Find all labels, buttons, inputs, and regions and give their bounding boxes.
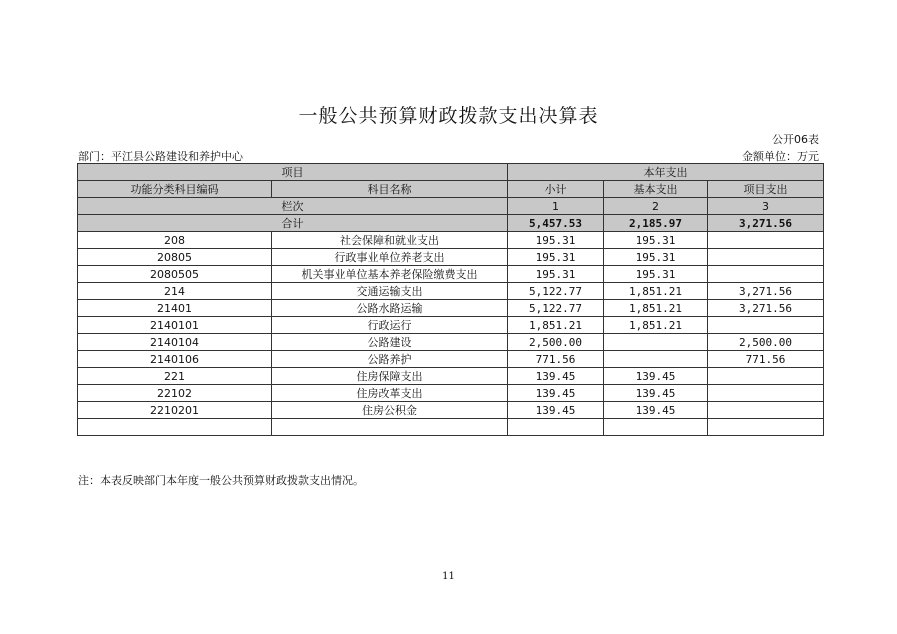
row-code: 2140106 <box>78 351 272 368</box>
table-row <box>78 385 824 402</box>
row-basic: 195.31 <box>604 266 708 283</box>
row-code: 214 <box>78 283 272 300</box>
header-row-sub <box>78 181 824 198</box>
column-index-3: 3 <box>708 198 824 215</box>
table-row <box>78 419 824 436</box>
row-name: 社会保障和就业支出 <box>272 232 508 249</box>
table-row <box>78 249 824 266</box>
row-code: 2080505 <box>78 266 272 283</box>
header-basic: 基本支出 <box>604 181 708 198</box>
row-subtotal: 5,122.77 <box>508 300 604 317</box>
header-subtotal: 小计 <box>508 181 604 198</box>
total-label: 合计 <box>78 215 508 232</box>
page-title: 一般公共预算财政拨款支出决算表 <box>298 105 599 127</box>
row-subtotal: 5,122.77 <box>508 283 604 300</box>
row-basic <box>604 334 708 351</box>
header-row-top <box>78 164 824 181</box>
row-code: 2140101 <box>78 317 272 334</box>
row-project <box>708 368 824 385</box>
row-basic: 139.45 <box>604 385 708 402</box>
row-subtotal: 195.31 <box>508 266 604 283</box>
table-row <box>78 317 824 334</box>
row-code: 20805 <box>78 249 272 266</box>
row-subtotal: 139.45 <box>508 402 604 419</box>
table-row <box>78 232 824 249</box>
total-row <box>78 215 824 232</box>
row-subtotal: 1,851.21 <box>508 317 604 334</box>
row-project <box>708 402 824 419</box>
row-code: 221 <box>78 368 272 385</box>
row-project <box>708 419 824 436</box>
row-project <box>708 385 824 402</box>
page-number: 11 <box>442 571 455 582</box>
table-row <box>78 300 824 317</box>
header-code: 功能分类科目编码 <box>78 181 272 198</box>
row-basic: 1,851.21 <box>604 317 708 334</box>
row-name: 行政事业单位养老支出 <box>272 249 508 266</box>
form-number: 公开06表 <box>772 133 819 146</box>
total-subtotal: 5,457.53 <box>508 215 604 232</box>
table-note: 注：本表反映部门本年度一般公共预算财政拨款支出情况。 <box>78 474 364 487</box>
row-basic: 195.31 <box>604 232 708 249</box>
column-index-2: 2 <box>604 198 708 215</box>
row-code: 2140104 <box>78 334 272 351</box>
row-name: 交通运输支出 <box>272 283 508 300</box>
row-name: 住房公积金 <box>272 402 508 419</box>
table-row <box>78 334 824 351</box>
row-name: 行政运行 <box>272 317 508 334</box>
table-row <box>78 368 824 385</box>
row-name: 住房改革支出 <box>272 385 508 402</box>
row-basic <box>604 351 708 368</box>
column-index-1: 1 <box>508 198 604 215</box>
row-code: 208 <box>78 232 272 249</box>
row-project <box>708 249 824 266</box>
total-project: 3,271.56 <box>708 215 824 232</box>
row-name: 公路养护 <box>272 351 508 368</box>
row-project <box>708 317 824 334</box>
table-row <box>78 351 824 368</box>
row-project: 3,271.56 <box>708 283 824 300</box>
budget-table <box>77 163 824 436</box>
row-project: 771.56 <box>708 351 824 368</box>
row-basic <box>604 419 708 436</box>
header-current-year: 本年支出 <box>508 164 824 181</box>
row-code: 2210201 <box>78 402 272 419</box>
row-subtotal: 2,500.00 <box>508 334 604 351</box>
row-subtotal <box>508 419 604 436</box>
header-name: 科目名称 <box>272 181 508 198</box>
row-name: 机关事业单位基本养老保险缴费支出 <box>272 266 508 283</box>
header-project: 项目 <box>78 164 508 181</box>
table-row <box>78 283 824 300</box>
row-basic: 139.45 <box>604 402 708 419</box>
row-subtotal: 139.45 <box>508 368 604 385</box>
table-row <box>78 266 824 283</box>
row-name: 住房保障支出 <box>272 368 508 385</box>
row-basic: 1,851.21 <box>604 283 708 300</box>
header-project-expense: 项目支出 <box>708 181 824 198</box>
total-basic: 2,185.97 <box>604 215 708 232</box>
column-index-label: 栏次 <box>78 198 508 215</box>
row-subtotal: 195.31 <box>508 232 604 249</box>
row-project: 2,500.00 <box>708 334 824 351</box>
row-basic: 1,851.21 <box>604 300 708 317</box>
row-code: 22102 <box>78 385 272 402</box>
row-name <box>272 419 508 436</box>
row-project <box>708 232 824 249</box>
department-label: 部门：平江县公路建设和养护中心 <box>78 150 243 163</box>
unit-label: 金额单位：万元 <box>742 150 819 163</box>
table-row <box>78 402 824 419</box>
row-project <box>708 266 824 283</box>
row-subtotal: 195.31 <box>508 249 604 266</box>
row-subtotal: 139.45 <box>508 385 604 402</box>
row-project: 3,271.56 <box>708 300 824 317</box>
row-basic: 139.45 <box>604 368 708 385</box>
row-subtotal: 771.56 <box>508 351 604 368</box>
row-name: 公路水路运输 <box>272 300 508 317</box>
row-name: 公路建设 <box>272 334 508 351</box>
row-code: 21401 <box>78 300 272 317</box>
row-code <box>78 419 272 436</box>
column-index-row <box>78 198 824 215</box>
row-basic: 195.31 <box>604 249 708 266</box>
